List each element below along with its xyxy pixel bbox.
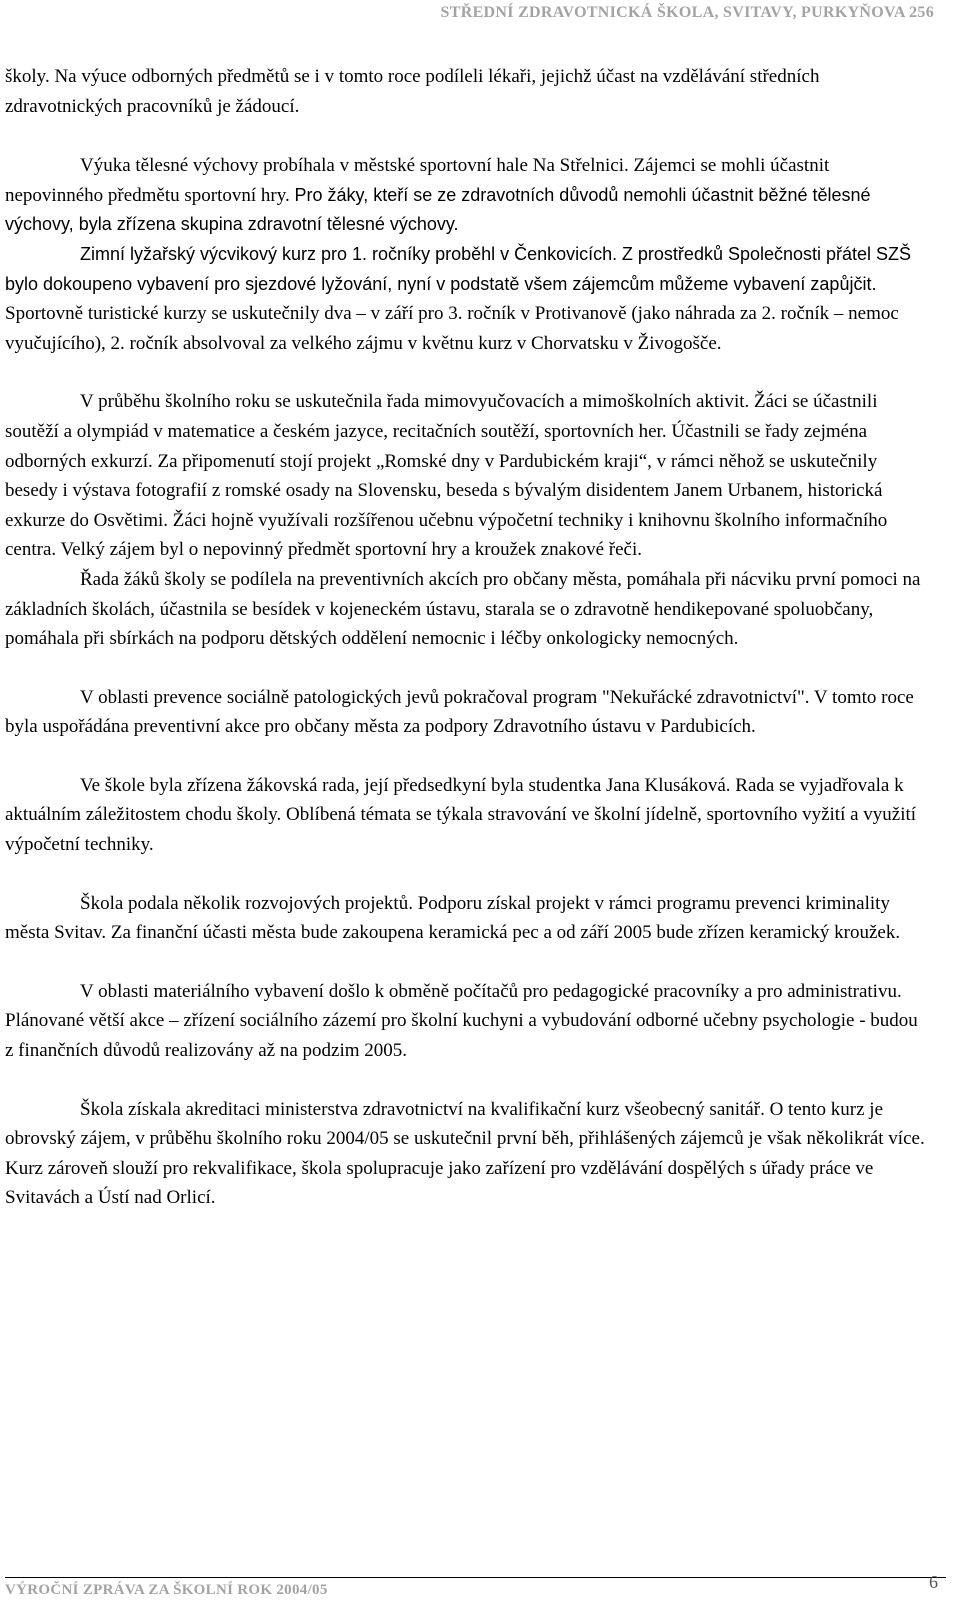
- footer-title: VÝROČNÍ ZPRÁVA ZA ŠKOLNÍ ROK 2004/05: [5, 1582, 328, 1598]
- tourist-courses-text: Sportovně turistické kurzy se uskutečnily dva – v září pro 3. ročník v Protivanově (jako náhrada za 2. ročník – nemoc vyučujícího), 2. ročník absolvoval za velkého zájmu v květnu kurz v Chorvatsku v Živogošče.: [5, 303, 899, 354]
- paragraph-activities: V průběhu školního roku se uskutečnila řada mimovyučovacích a mimoškolních aktivit. Žáci se účastnili soutěží a olympiád v matematice a českém jazyce, recitačních soutěží, sportovních her. Účastnili se řady zejména odborných exkurzí. Za připomenutí stojí projekt „Romské dny v Pardubickém kraji“, v rámci něhož se uskutečnily besedy i výstava fotografií z romské osady na Slovensku, beseda s bývalým disidentem Janem Urbanem, historická exkurze do Osvětimi. Žáci hojně využívali rozšířenou učebnu výpočetní techniky i knihovnu školního informačního centra. Velký zájem byl o nepovinný předmět sportovní hry a kroužek znakové řeči.: [5, 391, 888, 561]
- paragraph-prevention-actions: Řada žáků školy se podílela na preventivních akcích pro občany města, pomáhala při nácviku první pomoci na základních školách, účastnila se besídek v kojeneckém ústavu, starala se o zdravotně hendikepované spoluobčany, pomáhala při sbírkách na podporu dětských oddělení nemocnic i léčby onkologicky nemocných.: [5, 568, 921, 650]
- paragraph-student-council: Ve škole byla zřízena žákovská rada, její předsedkyní byla studentka Jana Klusáková. Rada se vyjadřovala k aktuálním záležitostem chodu školy. Oblíbená témata se týkala stravování ve školní jídelně, sportovního vyžití a využití výpočetní techniky.: [5, 774, 917, 856]
- pe-hall-text: Výuka tělesné výchovy probíhala v městské sportovní hale Na Střelnici. Zájemci se mohli účastnit nepovinného předmětu sportovní hry.: [5, 155, 830, 206]
- ski-equipment-text: Z prostředků Společnosti přátel SZŠ bylo dokoupeno vybavení pro sjezdové lyžování, nyní v podstatě všem zájemcům můžeme vybavení zapůjčit.: [5, 243, 912, 294]
- document-body: [5, 62, 925, 1213]
- page-header: STŘEDNÍ ZDRAVOTNICKÁ ŠKOLA, SVITAVY, PURKYŇOVA 256: [440, 4, 934, 21]
- spacer: [5, 1066, 925, 1095]
- spacer: [5, 948, 925, 977]
- spacer: [5, 358, 925, 387]
- spacer: [5, 121, 925, 151]
- spacer: [5, 860, 925, 889]
- paragraph-projects: Škola podala několik rozvojových projektů. Podporu získal projekt v rámci programu prevenci kriminality města Svitav. Za finanční účasti města bude zakoupena keramická pec a od září 2005 bude zřízen keramický kroužek.: [5, 892, 901, 944]
- paragraph-prevention-program: V oblasti prevence sociálně patologických jevů pokračoval program "Nekuřácké zdravotnictví". V tomto roce byla uspořádána preventivní akce pro občany města za podpory Zdravotního ústavu v Pardubicích.: [5, 686, 914, 738]
- pe-health-text: Pro žáky, kteří se ze zdravotních důvodů nemohli účastnit běžné tělesné výchovy, byla zřízena skupina zdravotní tělesné výchovy.: [5, 184, 871, 235]
- paragraph-courses: [5, 240, 925, 358]
- ski-course-text: Zimní lyžařský výcvikový kurz pro 1. ročníky proběhl v Čenkovicích.: [80, 243, 618, 264]
- paragraph-equipment: V oblasti materiálního vybavení došlo k obměně počítačů pro pedagogické pracovníky a pro administrativu. Plánované větší akce – zřízení sociálního zázemí pro školní kuchyni a vybudování odborné učebny psychologie - budou z finančních důvodů realizovány až na podzim 2005.: [5, 980, 918, 1062]
- footer-divider: [5, 1577, 946, 1578]
- paragraph-physical-education: [5, 151, 925, 240]
- paragraph-teaching: školy. Na výuce odborných předmětů se i v tomto roce podíleli lékaři, jejichž účast na vzdělávání středních zdravotnických pracovníků je žádoucí.: [5, 66, 820, 117]
- page-number: 6: [929, 1572, 938, 1592]
- spacer: [5, 654, 925, 683]
- spacer: [5, 742, 925, 771]
- paragraph-accreditation: Škola získala akreditaci ministerstva zdravotnictví na kvalifikační kurz všeobecný sanitář. O tento kurz je obrovský zájem, v průběhu školního roku 2004/05 se uskutečnil první běh, přihlášených zájemců je však několikrát více. Kurz zároveň slouží pro rekvalifikace, škola spolupracuje jako zařízení pro vzdělávání dospělých s úřady práce ve Svitavách a Ústí nad Orlicí.: [5, 1098, 925, 1209]
